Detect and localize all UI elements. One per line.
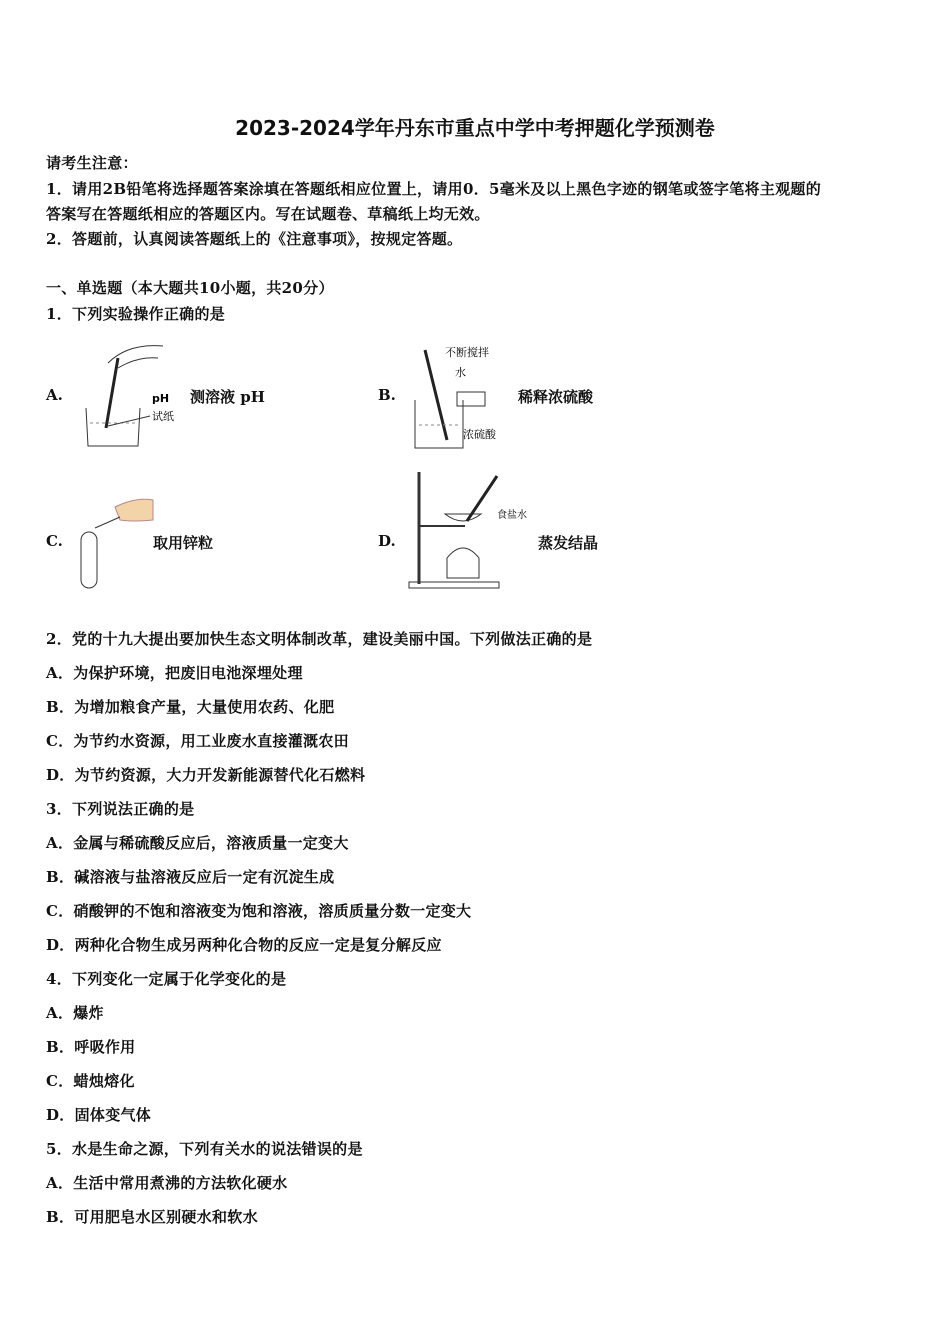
page-title: 2023-2024学年丹东市重点中学中考押题化学预测卷 [235, 116, 715, 140]
option: D．固体变气体 [46, 1106, 152, 1124]
notice-heading: 请考生注意： [46, 154, 138, 172]
option: D．两种化合物生成另两种化合物的反应一定是复分解反应 [46, 936, 442, 954]
figure-label: 试纸 [152, 410, 174, 423]
option: B．为增加粮食产量，大量使用农药、化肥 [46, 698, 335, 716]
option: A．为保护环境，把废旧电池深埋处理 [46, 664, 303, 682]
option: C．蜡烛熔化 [46, 1072, 135, 1090]
option: B．可用肥皂水区别硬水和软水 [46, 1208, 258, 1226]
notice-line: 1．请用2B铅笔将选择题答案涂填在答题纸相应位置上，请用0．5毫米及以上黑色字迹的钢笔或签字笔将主观题的 [46, 180, 822, 198]
option-letter: D. [378, 532, 396, 550]
question-stem: 4．下列变化一定属于化学变化的是 [46, 970, 287, 988]
question-stem: 5．水是生命之源，下列有关水的说法错误的是 [46, 1140, 363, 1158]
option-text: 蒸发结晶 [538, 534, 599, 552]
option-letter: C. [46, 532, 63, 550]
option: B．碱溶液与盐溶液反应后一定有沉淀生成 [46, 868, 335, 886]
option: D．为节约资源，大力开发新能源替代化石燃料 [46, 766, 366, 784]
section-heading: 一、单选题（本大题共10小题，共20分） [46, 279, 334, 297]
option-text: 测溶液 pH [190, 388, 265, 406]
option: B．呼吸作用 [46, 1038, 136, 1056]
figure-label: 水 [455, 366, 466, 379]
option: C．硝酸钾的不饱和溶液变为饱和溶液，溶质质量分数一定变大 [46, 902, 472, 920]
evaporation-figure [405, 466, 530, 592]
option-text: 取用锌粒 [153, 534, 214, 552]
option-letter: A. [46, 386, 63, 404]
question-stem: 2．党的十九大提出要加快生态文明体制改革，建设美丽中国。下列做法正确的是 [46, 630, 593, 648]
ph-test-figure [78, 338, 188, 450]
question-stem: 3．下列说法正确的是 [46, 800, 195, 818]
figure-label: 不断搅拌 [445, 346, 489, 359]
option-letter: B. [378, 386, 396, 404]
option: A．爆炸 [46, 1004, 104, 1022]
option-text: 稀释浓硫酸 [518, 388, 594, 406]
option: C．为节约水资源，用工业废水直接灌溉农田 [46, 732, 349, 750]
dilute-acid-figure [405, 340, 515, 452]
question-stem: 1．下列实验操作正确的是 [46, 305, 226, 323]
figure-label: pH [152, 392, 170, 405]
notice-line: 答案写在答题纸相应的答题区内。写在试题卷、草稿纸上均无效。 [46, 205, 490, 223]
zinc-figure [75, 492, 165, 592]
figure-label: 食盐水 [497, 510, 527, 521]
option: A．生活中常用煮沸的方法软化硬水 [46, 1174, 288, 1192]
notice-line: 2．答题前，认真阅读答题纸上的《注意事项》，按规定答题。 [46, 230, 463, 248]
option: A．金属与稀硫酸反应后，溶液质量一定变大 [46, 834, 349, 852]
figure-label: 浓硫酸 [463, 428, 496, 441]
